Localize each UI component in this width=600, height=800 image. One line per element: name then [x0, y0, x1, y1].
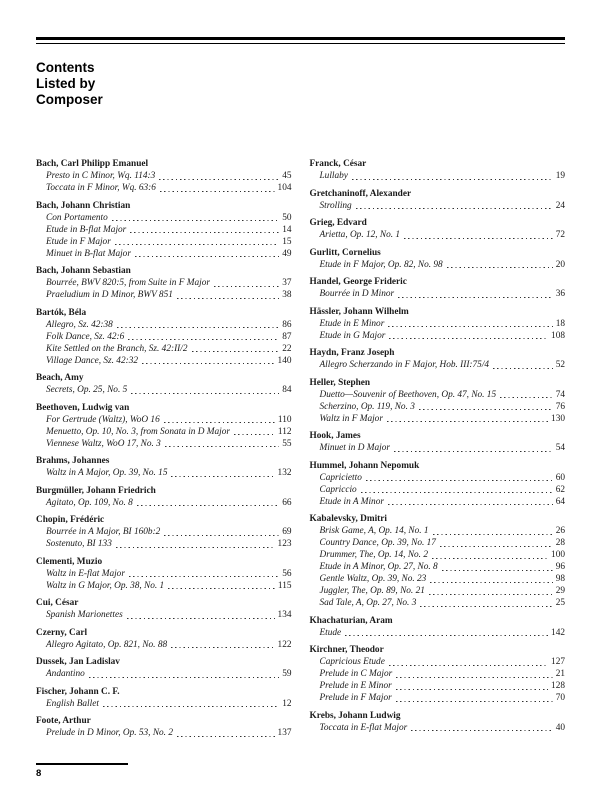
dot-leader: [433, 527, 553, 537]
work-entry: [36, 224, 292, 236]
work-page-number: 122: [277, 639, 292, 650]
work-title: Spanish Marionettes: [46, 610, 123, 620]
work-page-number: 76: [555, 401, 565, 412]
dot-leader: [130, 226, 279, 236]
dot-leader: [192, 345, 280, 355]
composer-name: Grieg, Edvard: [309, 218, 367, 228]
work-title: Waltz in F Major: [319, 413, 383, 424]
composer-name: Brahms, Johannes: [36, 456, 110, 466]
composer-block: [310, 188, 566, 212]
work-title: Waltz in A Major, Op. 39, No. 15: [46, 468, 168, 478]
work-entry: [36, 331, 292, 343]
work-title: Andantino: [46, 669, 85, 679]
work-title: Kite Settled on the Branch, Sz. 42:II/2: [46, 343, 188, 354]
work-title: Prelude in D Minor, Op. 53, No. 2: [46, 728, 173, 738]
dot-leader: [420, 599, 552, 609]
composer-name: Haydn, Franz Joseph: [309, 348, 395, 358]
work-title: Toccata in F Minor, Wq. 63:6: [46, 183, 156, 193]
work-title: Minuet in B-flat Major: [46, 248, 131, 259]
dot-leader: [103, 700, 279, 710]
work-page-number: 12: [282, 698, 292, 709]
work-entry: [310, 413, 566, 425]
dot-leader: [129, 570, 279, 580]
dot-leader: [398, 290, 553, 300]
work-entry: [310, 401, 566, 413]
work-entry: [36, 467, 292, 479]
work-page-number: 123: [277, 539, 292, 549]
work-title: Minuet in D Major: [319, 443, 390, 453]
work-title: Scherzino, Op. 119, No. 3: [319, 401, 415, 412]
work-page-number: 84: [282, 385, 292, 395]
dot-leader: [112, 214, 279, 224]
dot-leader: [396, 694, 553, 704]
composer-block: [36, 455, 292, 479]
work-title: Village Dance, Sz. 42:32: [46, 355, 139, 366]
work-page-number: 108: [551, 330, 565, 341]
dot-leader: [361, 486, 553, 496]
composer-name: Clementi, Muzio: [36, 556, 103, 567]
work-page-number: 56: [282, 568, 292, 579]
composer-name: Gretchaninoff, Alexander: [309, 188, 412, 199]
composer-block: [36, 656, 292, 680]
composer-name: Chopin, Frédéric: [36, 515, 105, 525]
work-title: Bourrée in A Major, BI 160b:2: [46, 527, 161, 537]
dot-leader: [177, 729, 275, 739]
work-title: English Ballet: [46, 698, 99, 709]
dot-leader: [137, 499, 279, 509]
dot-leader: [396, 670, 552, 680]
work-entry: [36, 248, 292, 260]
work-entry: [310, 656, 566, 668]
work-entry: [36, 426, 292, 438]
composer-block: [36, 158, 292, 194]
work-page-number: 38: [282, 290, 292, 300]
dot-leader: [115, 238, 279, 248]
work-page-number: 29: [555, 586, 565, 596]
composer-name: Hook, James: [309, 431, 361, 441]
work-title: Prelude in F Major: [319, 693, 392, 703]
work-title: Juggler, The, Op. 89, No. 21: [319, 586, 425, 596]
composer-block: [310, 644, 566, 704]
work-page-number: 37: [282, 278, 292, 288]
work-entry: [36, 497, 292, 509]
work-title: Waltz in G Major, Op. 38, No. 1: [46, 580, 165, 591]
dot-leader: [389, 658, 548, 668]
work-page-number: 52: [555, 360, 565, 370]
work-page-number: 112: [277, 426, 292, 437]
dot-leader: [135, 250, 279, 260]
work-entry: [36, 343, 292, 355]
work-title: Etude in F Major, Op. 82, No. 98: [319, 259, 443, 270]
composer-block: [310, 217, 566, 241]
dot-leader: [419, 403, 553, 413]
work-page-number: 64: [555, 496, 565, 507]
dot-leader: [159, 172, 279, 182]
composer-name: Dussek, Jan Ladislav: [36, 657, 120, 667]
dot-leader: [388, 498, 553, 508]
work-entry: [36, 236, 292, 248]
work-entry: [310, 389, 566, 401]
work-page-number: 60: [555, 472, 565, 483]
work-title: Etude: [319, 627, 342, 638]
work-entry: [36, 414, 292, 426]
work-entry: [310, 170, 566, 182]
work-entry: [310, 288, 566, 300]
work-page-number: 87: [282, 331, 292, 342]
dot-leader: [168, 582, 275, 592]
composer-name: Foote, Arthur: [36, 716, 91, 726]
work-entry: [310, 561, 566, 573]
composer-block: [310, 430, 566, 454]
composer-block: [36, 402, 292, 450]
page-title-line-2: Listed by: [36, 76, 96, 91]
composer-block: [36, 200, 292, 260]
composer-block: [36, 686, 292, 710]
work-title: Waltz in E-flat Major: [46, 568, 125, 579]
work-page-number: 104: [277, 183, 292, 193]
dot-leader: [442, 563, 553, 573]
composer-name: Franck, César: [309, 159, 367, 169]
composer-name: Burgmüller, Johann Friedrich: [36, 485, 156, 496]
dot-leader: [387, 415, 548, 425]
composer-block: [310, 615, 566, 639]
work-page-number: 128: [551, 681, 565, 691]
work-title: Secrets, Op. 25, No. 5: [46, 385, 128, 395]
dot-leader: [366, 474, 553, 484]
work-entry: [310, 359, 566, 371]
dot-leader: [117, 321, 279, 331]
work-title: Duetto—Souvenir of Beethoven, Op. 47, No. 15: [319, 389, 497, 400]
work-entry: [310, 525, 566, 537]
right-column: [310, 158, 566, 745]
work-entry: [310, 680, 566, 692]
dot-leader: [396, 682, 548, 692]
work-entry: [310, 668, 566, 680]
dot-leader: [116, 540, 275, 550]
work-title: Folk Dance, Sz. 42:6: [46, 331, 125, 342]
work-page-number: 50: [282, 212, 292, 223]
work-page-number: 66: [282, 497, 292, 508]
dot-leader: [440, 539, 553, 549]
dot-leader: [142, 357, 275, 367]
top-rule: [36, 37, 565, 44]
page-title-line-3: Composer: [36, 92, 103, 107]
work-title: Allegro Agitato, Op. 821, No. 88: [46, 639, 168, 650]
work-page-number: 62: [555, 484, 565, 495]
work-title: Presto in C Minor, Wq. 114:3: [46, 171, 156, 181]
work-page-number: 14: [282, 224, 292, 235]
work-page-number: 130: [551, 413, 565, 424]
work-entry: [310, 472, 566, 484]
work-title: Etude in B-flat Major: [46, 224, 127, 235]
work-page-number: 132: [277, 468, 292, 478]
work-title: Capricious Etude: [319, 657, 385, 667]
work-entry: [310, 330, 566, 342]
work-page-number: 72: [555, 230, 565, 240]
work-title: Etude in A Minor, Op. 27, No. 8: [319, 562, 438, 572]
work-page-number: 49: [282, 248, 292, 259]
composer-name: Khachaturian, Aram: [309, 615, 393, 626]
composer-block: [36, 597, 292, 621]
dot-leader: [500, 391, 553, 401]
work-page-number: 24: [555, 200, 565, 211]
work-page-number: 74: [555, 389, 565, 400]
composer-name: Krebs, Johann Ludwig: [309, 710, 401, 721]
work-entry: [310, 484, 566, 496]
composer-block: [36, 514, 292, 550]
work-page-number: 21: [555, 669, 565, 679]
work-entry: [36, 538, 292, 550]
composer-name: Bach, Carl Philipp Emanuel: [36, 159, 149, 169]
work-title: Toccata in E-flat Major: [319, 722, 408, 733]
work-page-number: 59: [282, 669, 292, 679]
work-title: Bourrée in D Minor: [319, 289, 395, 299]
dot-leader: [411, 724, 552, 734]
composer-name: Hässler, Johann Wilhelm: [309, 306, 409, 317]
work-title: Allegro, Sz. 42:38: [46, 319, 113, 330]
composer-name: Beethoven, Ludwig van: [36, 402, 130, 413]
work-page-number: 26: [555, 526, 565, 536]
dot-leader: [389, 332, 548, 342]
work-page-number: 127: [551, 657, 565, 667]
dot-leader: [432, 551, 548, 561]
footer-rule: [36, 763, 128, 765]
work-entry: [36, 212, 292, 224]
dot-leader: [356, 202, 553, 212]
dot-leader: [345, 629, 548, 639]
work-title: Con Portamento: [46, 212, 108, 223]
work-entry: [310, 442, 566, 454]
work-page-number: 22: [282, 343, 292, 354]
work-entry: [36, 609, 292, 621]
composer-block: [36, 265, 292, 301]
work-entry: [310, 722, 566, 734]
page-footer: [36, 763, 128, 779]
work-entry: [36, 698, 292, 710]
composer-block: [310, 306, 566, 342]
work-page-number: 142: [551, 627, 565, 638]
dot-leader: [430, 575, 552, 585]
work-page-number: 28: [555, 538, 565, 548]
dot-leader: [177, 291, 279, 301]
work-title: Capricietto: [319, 472, 362, 483]
work-page-number: 115: [277, 580, 292, 591]
work-entry: [36, 182, 292, 194]
work-title: Etude in A Minor: [319, 496, 384, 507]
composer-name: Bach, Johann Christian: [36, 200, 131, 211]
work-entry: [310, 259, 566, 271]
work-entry: [310, 318, 566, 330]
work-title: Sad Tale, A, Op. 27, No. 3: [319, 598, 417, 608]
composer-name: Hummel, Johann Nepomuk: [309, 460, 420, 471]
work-page-number: 86: [282, 319, 292, 330]
work-entry: [310, 200, 566, 212]
dot-leader: [214, 279, 279, 289]
composer-block: [310, 276, 566, 300]
work-entry: [36, 526, 292, 538]
work-title: Prelude in C Major: [319, 669, 393, 679]
page-number: 8: [36, 768, 42, 779]
composer-name: Bach, Johann Sebastian: [36, 266, 131, 276]
dot-leader: [404, 231, 553, 241]
work-title: Etude in G Major: [319, 330, 386, 341]
work-title: Lullaby: [319, 171, 348, 181]
work-page-number: 137: [277, 728, 292, 738]
work-title: Brisk Game, A, Op. 14, No. 1: [319, 526, 429, 536]
work-entry: [310, 549, 566, 561]
work-page-number: 45: [282, 171, 292, 181]
dot-leader: [128, 333, 279, 343]
composer-block: [36, 627, 292, 651]
work-entry: [310, 627, 566, 639]
dot-leader: [89, 670, 279, 680]
dot-leader: [429, 587, 553, 597]
composer-block: [36, 715, 292, 739]
work-title: Agitato, Op. 109, No. 8: [46, 497, 133, 508]
composer-block: [36, 372, 292, 396]
work-page-number: 140: [277, 355, 292, 366]
work-page-number: 40: [555, 722, 565, 733]
contents-columns: [36, 158, 565, 745]
composer-name: Kabalevsky, Dmitri: [309, 514, 387, 524]
composer-block: [36, 307, 292, 367]
composer-name: Kirchner, Theodor: [309, 645, 384, 655]
work-page-number: 96: [555, 562, 565, 572]
work-title: For Gertrude (Waltz), WoO 16: [46, 414, 160, 425]
work-page-number: 134: [277, 610, 292, 620]
composer-block: [36, 485, 292, 509]
work-page-number: 110: [277, 414, 292, 425]
work-title: Arietta, Op. 12, No. 1: [319, 230, 401, 240]
work-entry: [310, 229, 566, 241]
composer-name: Heller, Stephen: [309, 377, 371, 388]
composer-block: [310, 347, 566, 371]
dot-leader: [171, 469, 274, 479]
work-page-number: 55: [282, 438, 292, 449]
work-page-number: 98: [555, 574, 565, 584]
work-title: Drummer, The, Op. 14, No. 2: [319, 550, 428, 560]
dot-leader: [234, 428, 275, 438]
work-title: Capriccio: [319, 484, 357, 495]
composer-name: Gurlitt, Cornelius: [309, 247, 381, 258]
dot-leader: [388, 320, 552, 330]
composer-name: Fischer, Johann C. F.: [36, 686, 120, 697]
work-entry: [310, 692, 566, 704]
dot-leader: [127, 611, 275, 621]
composer-block: [310, 247, 566, 271]
work-title: Viennese Waltz, WoO 17, No. 3: [46, 438, 161, 449]
work-entry: [36, 170, 292, 182]
dot-leader: [160, 184, 275, 194]
dot-leader: [352, 172, 553, 182]
composer-block: [310, 377, 566, 425]
dot-leader: [164, 528, 279, 538]
work-page-number: 20: [555, 259, 565, 270]
work-title: Strolling: [319, 200, 352, 211]
work-entry: [36, 580, 292, 592]
page-title: [36, 60, 565, 108]
composer-block: [310, 710, 566, 734]
work-page-number: 19: [555, 171, 565, 181]
composer-name: Bartók, Béla: [36, 307, 87, 318]
work-title: Sostenuto, BI 133: [46, 539, 112, 549]
composer-block: [310, 158, 566, 182]
work-entry: [310, 537, 566, 549]
work-entry: [36, 277, 292, 289]
work-page-number: 69: [282, 527, 292, 537]
work-page-number: 70: [555, 693, 565, 703]
composer-name: Czerny, Carl: [36, 627, 88, 638]
work-title: Gentle Waltz, Op. 39, No. 23: [319, 574, 427, 584]
dot-leader: [493, 361, 553, 371]
work-page-number: 25: [555, 598, 565, 608]
work-entry: [36, 639, 292, 651]
composer-name: Beach, Amy: [36, 373, 84, 383]
work-title: Bourrée, BWV 820:5, from Suite in F Major: [46, 278, 210, 288]
work-entry: [36, 355, 292, 367]
page-title-line-1: Contents: [36, 60, 95, 75]
work-entry: [36, 319, 292, 331]
work-page-number: 15: [282, 236, 292, 247]
dot-leader: [394, 444, 553, 454]
work-title: Etude in F Major: [46, 236, 111, 247]
work-entry: [36, 668, 292, 680]
work-entry: [310, 496, 566, 508]
work-entry: [36, 438, 292, 450]
work-title: Etude in E Minor: [319, 318, 385, 329]
composer-block: [310, 513, 566, 609]
dot-leader: [165, 440, 279, 450]
work-page-number: 54: [555, 443, 565, 453]
work-entry: [310, 597, 566, 609]
dot-leader: [447, 261, 553, 271]
work-entry: [36, 568, 292, 580]
composer-name: Handel, George Frideric: [309, 277, 407, 287]
left-column: [36, 158, 292, 745]
composer-name: Cui, César: [36, 598, 79, 608]
dot-leader: [131, 386, 279, 396]
work-page-number: 36: [555, 289, 565, 299]
work-page-number: 18: [555, 318, 565, 329]
work-entry: [310, 585, 566, 597]
work-entry: [310, 573, 566, 585]
work-entry: [36, 727, 292, 739]
dot-leader: [164, 416, 275, 426]
dot-leader: [171, 641, 274, 651]
work-entry: [36, 289, 292, 301]
work-title: Allegro Scherzando in F Major, Hob. III:75/4: [319, 360, 490, 370]
composer-block: [36, 556, 292, 592]
work-entry: [36, 384, 292, 396]
work-title: Praeludium in D Minor, BWV 851: [46, 290, 173, 300]
work-page-number: 100: [551, 550, 565, 560]
composer-block: [310, 460, 566, 508]
work-title: Country Dance, Op. 39, No. 17: [319, 538, 436, 548]
work-title: Menuetto, Op. 10, No. 3, from Sonata in D Major: [46, 426, 231, 437]
work-title: Prelude in E Minor: [319, 681, 392, 691]
